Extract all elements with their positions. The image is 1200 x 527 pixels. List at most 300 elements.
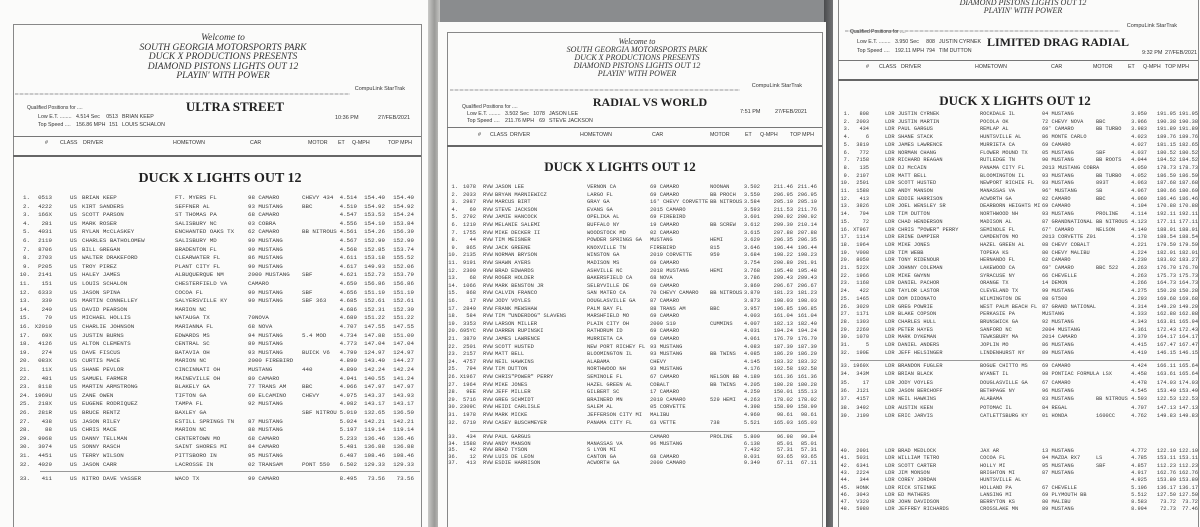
result-car: 16' CHEVY CORVETTE (650, 199, 709, 206)
result-car: 03 COBRA (248, 219, 276, 227)
result-driver: DANNY TELLMAN (82, 434, 128, 442)
result-q-mph: 167.47 (1156, 342, 1176, 348)
result-top-mph: 153.11 (1178, 455, 1198, 462)
result-class: US (70, 211, 77, 219)
result-class: LDR (885, 164, 895, 171)
result-q-mph: 181.15 (1156, 141, 1176, 148)
result-position: 20. (448, 328, 458, 335)
result-hometown: TIFTON GA (175, 391, 207, 399)
result-car: 98 PONTIAC FORMULA LSX (1042, 371, 1112, 378)
result-class: LDR (885, 311, 895, 318)
result-car: 05 MUSTANG (1042, 149, 1074, 156)
col-top-mph: TOP MPH (1165, 64, 1189, 70)
result-et: 3.950 (1131, 111, 1147, 117)
result-q-mph: 151.22 (364, 314, 385, 322)
result-et: 4.689 (339, 314, 357, 322)
result-top-mph: 141.24 (393, 374, 414, 382)
result-position: 6. (843, 149, 850, 156)
result-car-number: 2119 (38, 237, 52, 244)
result-hometown: SEFFNER AL (175, 202, 210, 210)
result-car-number: 434 (466, 434, 476, 440)
result-top-mph: 165.03 (797, 419, 817, 426)
result-motor: BBC (302, 383, 313, 391)
result-q-mph: 147.13 (1156, 404, 1176, 411)
result-driver: MARTIN ARMSTRONG (82, 383, 138, 391)
result-class: US (70, 280, 77, 287)
result-top-mph: 179.59 (1178, 241, 1198, 248)
result-top-mph: 136.46 (393, 434, 414, 442)
result-motor: 440 (302, 366, 313, 373)
result-position: 30. (448, 404, 458, 411)
result-car: 98 CAMARO (248, 194, 280, 201)
col-et: ET (1128, 64, 1135, 70)
result-hometown: SALISBURY NC (175, 219, 217, 227)
result-driver: TERRY WILSON (82, 452, 124, 459)
result-class: LDR (885, 326, 895, 333)
result-top-mph: 180.52 (1178, 149, 1198, 156)
result-car-number: 1966 (856, 272, 869, 279)
result-q-mph: 122.53 (1156, 396, 1176, 403)
result-q-mph: 149.93 (364, 262, 385, 270)
result-et: 4.007 (743, 320, 760, 327)
result-q-mph: 154.10 (364, 219, 385, 227)
result-driver: ERINE DAMPIER (898, 234, 940, 241)
result-driver: ERIC JARVIS (898, 412, 933, 419)
result-et: 3.768 (743, 267, 760, 274)
result-et: 5.024 (339, 417, 357, 425)
result-top-mph: 192.11 (1178, 211, 1198, 218)
result-car: COBALT (650, 381, 670, 388)
result-car-number: 5031 (856, 455, 869, 462)
result-position: 4. (23, 219, 30, 227)
result-driver: JASON CARR (82, 460, 117, 468)
result-position: 28. (448, 389, 458, 396)
result-car-number: 11X (41, 366, 52, 373)
result-car-number: 1465 (856, 295, 869, 302)
result-driver: JASON SPINA (82, 288, 121, 296)
result-car: 69 CAMARO (1042, 141, 1071, 148)
result-top-mph: 161.04 (797, 313, 817, 320)
result-et: 4.263 (1131, 272, 1147, 279)
result-top-mph: 161.36 (797, 374, 817, 380)
result-class: LDR (885, 265, 895, 271)
result-car-number: 0513 (38, 194, 52, 201)
header-line: PLAYIN' WITH POWER (597, 69, 677, 78)
result-position: 20. (840, 257, 850, 264)
result-position: 19. (19, 348, 30, 356)
result-position: 37. (840, 396, 850, 403)
result-driver: STEVE JACKSON (495, 206, 538, 213)
result-position: 12. (840, 195, 850, 202)
result-q-mph: 73.72 (1160, 499, 1176, 506)
result-q-mph: 196.44 (773, 244, 793, 251)
result-hometown: EDWARDS MS (175, 331, 210, 339)
result-et: 4.621 (339, 271, 357, 279)
result-motor: BB NITROUS (710, 199, 743, 206)
box-top-border (447, 32, 822, 33)
result-hometown: CENTERTOWN MO (175, 434, 221, 442)
result-q-mph: 149.83 (1156, 412, 1176, 419)
result-car-number: 695YC (459, 328, 476, 335)
result-et: 4.361 (1131, 326, 1147, 333)
result-driver: NORMAN CHANG (898, 149, 937, 156)
result-q-mph: 206.67 (773, 282, 793, 289)
result-driver: CHARLES HULL (898, 318, 937, 325)
result-top-mph: 183.27 (1178, 257, 1198, 264)
result-driver: JUSTIN CYRNEK (898, 111, 940, 117)
result-class: LDR (885, 180, 895, 187)
result-hometown: JOPLIN MO (980, 342, 1009, 348)
result-class: RVW (483, 206, 493, 213)
result-position: 23. (840, 280, 850, 287)
result-hometown: BRUNSWICK GA (980, 318, 1019, 325)
result-top-mph: 205.10 (797, 199, 817, 206)
result-class: RVW (483, 453, 493, 460)
result-top-mph: 182.65 (1178, 141, 1198, 148)
result-top-mph: 211.76 (797, 206, 817, 213)
result-class: LDR (885, 226, 895, 233)
result-motor: BB NITROUS (710, 290, 743, 297)
result-et: 4.263 (1131, 265, 1147, 271)
result-car-number: 344 (859, 477, 869, 484)
result-car-number: 274 (41, 348, 52, 356)
result-position: 26. (840, 303, 850, 310)
result-top-mph: 164.17 (1178, 334, 1198, 341)
result-car-number: 7158 (856, 157, 869, 164)
result-hometown: BRADENTON FL (175, 245, 217, 253)
result-class: LDR (885, 379, 895, 386)
result-driver: JIM MONSON (898, 469, 930, 476)
result-car: 02 TRANSAM (248, 460, 283, 468)
result-class: US (70, 460, 77, 468)
result-hometown: NEW PORT RICHEY FL (587, 343, 646, 350)
result-class: LDR (885, 349, 895, 356)
result-car-number: 808 (859, 111, 869, 117)
result-q-mph: 151.19 (364, 288, 385, 296)
result-position: 38. (840, 404, 850, 411)
result-top-mph: 177.11 (1178, 218, 1198, 225)
result-position: 15. (19, 314, 30, 322)
result-q-mph: 152.85 (364, 245, 385, 253)
result-car-number: 240 (41, 305, 52, 313)
col-car: CAR (1051, 64, 1063, 70)
result-motor: SBF (302, 288, 313, 296)
result-hometown: HAZEL GREEN AL (587, 381, 633, 388)
result-car-number: 1964 (463, 381, 476, 388)
result-hometown: NEWPORT RICHIE FL (980, 180, 1035, 187)
low-et-driver: JUSTIN CYRNEK (939, 39, 982, 45)
result-car: 04 MUSTANG (1042, 111, 1074, 117)
result-q-mph: 153.49 (1156, 387, 1176, 394)
result-top-mph: 129.33 (393, 460, 414, 468)
result-car: 67' CAMARO (1042, 226, 1074, 233)
result-position: 34. (840, 371, 850, 378)
result-et: 4.799 (339, 348, 357, 356)
result-position: 2. (843, 118, 850, 125)
result-q-mph: 206.35 (773, 237, 793, 244)
result-car: 62 CAMARO (248, 228, 280, 236)
qualified-label: Qualified Positions for .... (27, 105, 83, 111)
result-hometown: SAN MATEO CA (587, 290, 626, 297)
result-motor: BB TURBO (1096, 126, 1122, 133)
col-class: CLASS (879, 64, 897, 70)
result-top-mph: 152.06 (393, 262, 414, 270)
result-position: 4. (451, 206, 458, 213)
result-q-mph: 154.26 (364, 228, 385, 236)
result-driver: JEFF HELSINGER (898, 349, 943, 356)
result-et: 4.890 (339, 366, 357, 373)
result-q-mph: 57.31 (776, 447, 793, 454)
box-top-border (13, 24, 421, 25)
result-position: 35. (448, 447, 458, 454)
result-car: 17 CAMARO (650, 389, 680, 396)
result-car-number: 68 (469, 275, 476, 282)
result-position: 23. (19, 383, 30, 391)
result-driver: FRANK MEWSHAW (495, 305, 538, 312)
result-driver: BRIAN KEEP (82, 194, 117, 201)
result-hometown: POCOLA OK (980, 118, 1009, 125)
result-q-mph: 147.88 (364, 331, 385, 339)
result-top-mph: 186.46 (1178, 195, 1198, 202)
section-title: DUCK X LIGHTS OUT 12 (138, 171, 302, 186)
result-motor: LS (1096, 455, 1103, 462)
result-class: RVW (483, 191, 493, 198)
result-car: 69 CAMARO (650, 260, 680, 266)
result-position: 1. (451, 184, 458, 190)
result-top-mph: 122.53 (1178, 396, 1198, 403)
result-car-number: 8118 (38, 383, 52, 391)
result-class: US (70, 366, 77, 373)
result-driver: JAMIE HANCOCK (495, 214, 538, 221)
result-driver: JASON LEE (495, 184, 525, 190)
result-car-number: 1755 (463, 229, 476, 236)
result-motor: 1600CC (1096, 412, 1116, 419)
result-car: 2019 CORVETTE (650, 252, 693, 259)
result-top-mph: 180.28 (797, 381, 817, 388)
result-driver: PAUL GARGUS (898, 126, 933, 133)
result-et: 4.593 (1131, 396, 1147, 403)
result-hometown: PITTSBORO IN (175, 452, 217, 459)
result-et: 5.019 (339, 409, 357, 416)
top-speed-driver: TIM DUTTON (939, 48, 972, 54)
result-top-mph: 154.92 (393, 202, 414, 210)
header-line: DUCK X PRODUCTIONS PRESENTS (148, 52, 298, 63)
result-hometown: CATLETTSBURG KY (980, 412, 1028, 419)
result-et: 4.772 (1131, 448, 1147, 454)
result-q-mph: 153.89 (1156, 477, 1176, 484)
result-top-mph: 201.91 (797, 260, 817, 266)
result-q-mph: 166.11 (1156, 363, 1176, 369)
result-class: LDR (885, 484, 895, 491)
result-hometown: ALABAMA (980, 396, 1003, 403)
result-q-mph: 154.92 (364, 202, 385, 210)
result-driver: NEIL HAWKINS (898, 396, 937, 403)
result-position: 30. (19, 443, 30, 451)
result-car: 87 GRANDNATIONAL (1042, 218, 1093, 225)
result-car: 03 MUSTANG (1042, 396, 1074, 403)
result-class: RVW (483, 351, 493, 358)
result-car-number: 70 (45, 314, 52, 322)
result-car: 99 CAMARO (248, 475, 280, 482)
col-driver: DRIVER (510, 132, 531, 138)
result-position: 13. (840, 203, 850, 210)
top-speed-driver: STEVE JACKSON (549, 118, 593, 124)
result-class: RVW (483, 305, 493, 312)
divider-rule (470, 431, 815, 432)
result-driver: JASON BERCHOFF (898, 387, 943, 394)
result-hometown: SALISBURY MD (175, 237, 217, 244)
result-et: 4.023 (1131, 134, 1147, 141)
result-driver: BRANDON FUGLER (898, 363, 943, 369)
result-class: RVW (483, 419, 493, 426)
result-class: RVW (483, 460, 493, 467)
result-position: 24. (448, 358, 458, 365)
result-car-number: 2840 (463, 305, 476, 312)
result-class: RVW (483, 282, 493, 289)
result-class: RVW (483, 184, 493, 190)
result-q-mph: 207.88 (773, 229, 793, 236)
result-top-mph: 196.85 (797, 305, 817, 312)
print-time: 10:36 PM (335, 115, 359, 121)
result-q-mph: 124.97 (364, 348, 385, 356)
result-car-number: 2309C (459, 404, 476, 411)
result-class: US (70, 357, 77, 365)
low-et-driver: BRIAN KEEP (122, 114, 154, 120)
result-car: 90 MUSTANG (248, 245, 283, 253)
result-car: MUSTANG (1042, 311, 1065, 318)
result-q-mph: 153.18 (364, 254, 385, 262)
result-car: 89 MUSTANG (248, 340, 283, 348)
result-driver: RYLAN McCLASKEY (82, 228, 135, 236)
result-driver: WILLIAM TETRO (898, 455, 940, 462)
result-motor: 738 (710, 419, 720, 426)
result-driver: ESDIE HARRISON (495, 460, 541, 467)
result-car: 2000 S10 (650, 320, 676, 327)
result-car-number: 4157 (856, 396, 869, 403)
result-car: 84 CAMARO (248, 443, 280, 451)
result-top-mph: 122.10 (1178, 448, 1198, 454)
result-top-mph: 192.58 (797, 366, 817, 373)
low-et-car-number: 1078 (533, 111, 545, 117)
result-position: 10. (448, 252, 458, 259)
result-position: 26. (448, 374, 458, 380)
result-class: US (70, 383, 77, 391)
result-car-number: 1978 (463, 412, 476, 418)
result-class: LDR (885, 272, 895, 279)
result-hometown: ST THOMAS PA (175, 211, 217, 219)
result-q-mph: 206.95 (773, 191, 793, 198)
result-hometown: DEARBORN HEIGHTS MI (980, 203, 1041, 210)
result-et: 4.415 (1131, 342, 1147, 348)
result-top-mph: 147.97 (393, 383, 414, 391)
result-car: 63 VETTE (650, 419, 676, 426)
header-line: DIAMOND PISTONS LIGHTS OUT 12 (573, 61, 701, 70)
result-car-number: 868 (466, 290, 476, 297)
result-class: LDR (885, 412, 895, 419)
result-car: 67 CAMARO (1042, 379, 1071, 386)
result-class: US (70, 288, 77, 296)
result-et: 4.556 (339, 219, 357, 227)
result-car: 87 MUSTANG (1042, 469, 1074, 476)
result-et: 4.178 (1131, 234, 1147, 241)
result-car: 69 CAMARO (650, 282, 680, 289)
result-q-mph: 147.55 (364, 323, 385, 330)
result-et: 4.333 (1131, 311, 1147, 318)
result-q-mph: 209.30 (773, 222, 793, 228)
header-rule (447, 127, 822, 128)
result-top-mph: 175.73 (1178, 272, 1198, 279)
result-position: 11. (19, 280, 30, 287)
result-driver: CHAD HENDERSON (898, 218, 943, 225)
result-car-number: XT967 (853, 226, 869, 233)
result-position: 6. (23, 237, 30, 244)
result-class: US (70, 262, 77, 270)
result-car: 90 MUSTANG (248, 237, 283, 244)
col-et: ET (745, 132, 752, 138)
result-car: 14 DEMON (1042, 280, 1068, 287)
result-et: 4.656 (339, 288, 357, 296)
result-et: 4.424 (1131, 363, 1147, 369)
result-q-mph: 161.36 (773, 374, 793, 380)
result-car-number: 166X (38, 211, 52, 219)
result-driver: SCOTT PARSON (82, 211, 124, 219)
result-hometown: ACWORTH GA (980, 195, 1012, 202)
print-date: 27/FEB/2021 (775, 109, 808, 115)
result-car-number: 413 (466, 460, 476, 467)
result-top-mph: 165.64 (1178, 371, 1198, 378)
header-line: DIAMOND PISTONS LIGHTS OUT 12 (147, 61, 299, 72)
result-car-number: 4126 (38, 340, 52, 348)
result-hometown: CHESTERFIELD VA (175, 280, 228, 287)
result-q-mph: 180.52 (1156, 149, 1176, 156)
result-class: LDR (885, 469, 895, 476)
col-motor: MOTOR (308, 140, 328, 146)
result-driver: SHAWN AYERS (495, 260, 531, 266)
result-hometown: MANASSAS VA (587, 440, 623, 447)
result-motor: NELSON (1096, 226, 1116, 233)
result-car-number: 42 (469, 447, 476, 454)
result-et: 5.233 (339, 434, 357, 442)
result-top-mph: 182.40 (797, 320, 817, 327)
result-q-mph: 200.80 (773, 260, 793, 266)
result-class: LDR (885, 396, 895, 403)
result-hometown: LINDENHURST NY (980, 349, 1025, 356)
result-driver: TIM DUTTON (495, 366, 528, 373)
result-hometown: COCOA FL (175, 288, 203, 296)
result-driver: JOEL WENSLEY SR (898, 203, 946, 210)
result-position: 31. (19, 452, 30, 459)
result-et: 3.502 (743, 184, 760, 190)
result-position: 43. (840, 469, 850, 476)
result-car: 02 CAMARO (1042, 195, 1071, 202)
result-q-mph: 108.46 (364, 452, 385, 459)
result-q-mph: 140.55 (364, 374, 385, 382)
result-top-mph: 153.74 (393, 245, 414, 253)
result-class: RVW (483, 214, 493, 221)
result-et: 4.686 (339, 305, 357, 313)
result-driver: TAYLOR LASTOR (898, 288, 940, 295)
result-motor: HEMI (710, 237, 723, 244)
result-top-mph: 143.17 (393, 400, 414, 408)
result-et: 3.646 (743, 244, 760, 251)
result-car: 95 MUSTANG (1042, 462, 1074, 469)
result-hometown: POWDER SPRINGS GA (587, 237, 642, 244)
result-class: RVW (483, 381, 493, 388)
col-driver: DRIVER (83, 140, 104, 146)
result-driver: MATT BELL (898, 172, 927, 179)
low-et-value: 3.502 Sec (505, 111, 529, 117)
result-hometown: BLOOMINGTON IL (980, 172, 1025, 179)
